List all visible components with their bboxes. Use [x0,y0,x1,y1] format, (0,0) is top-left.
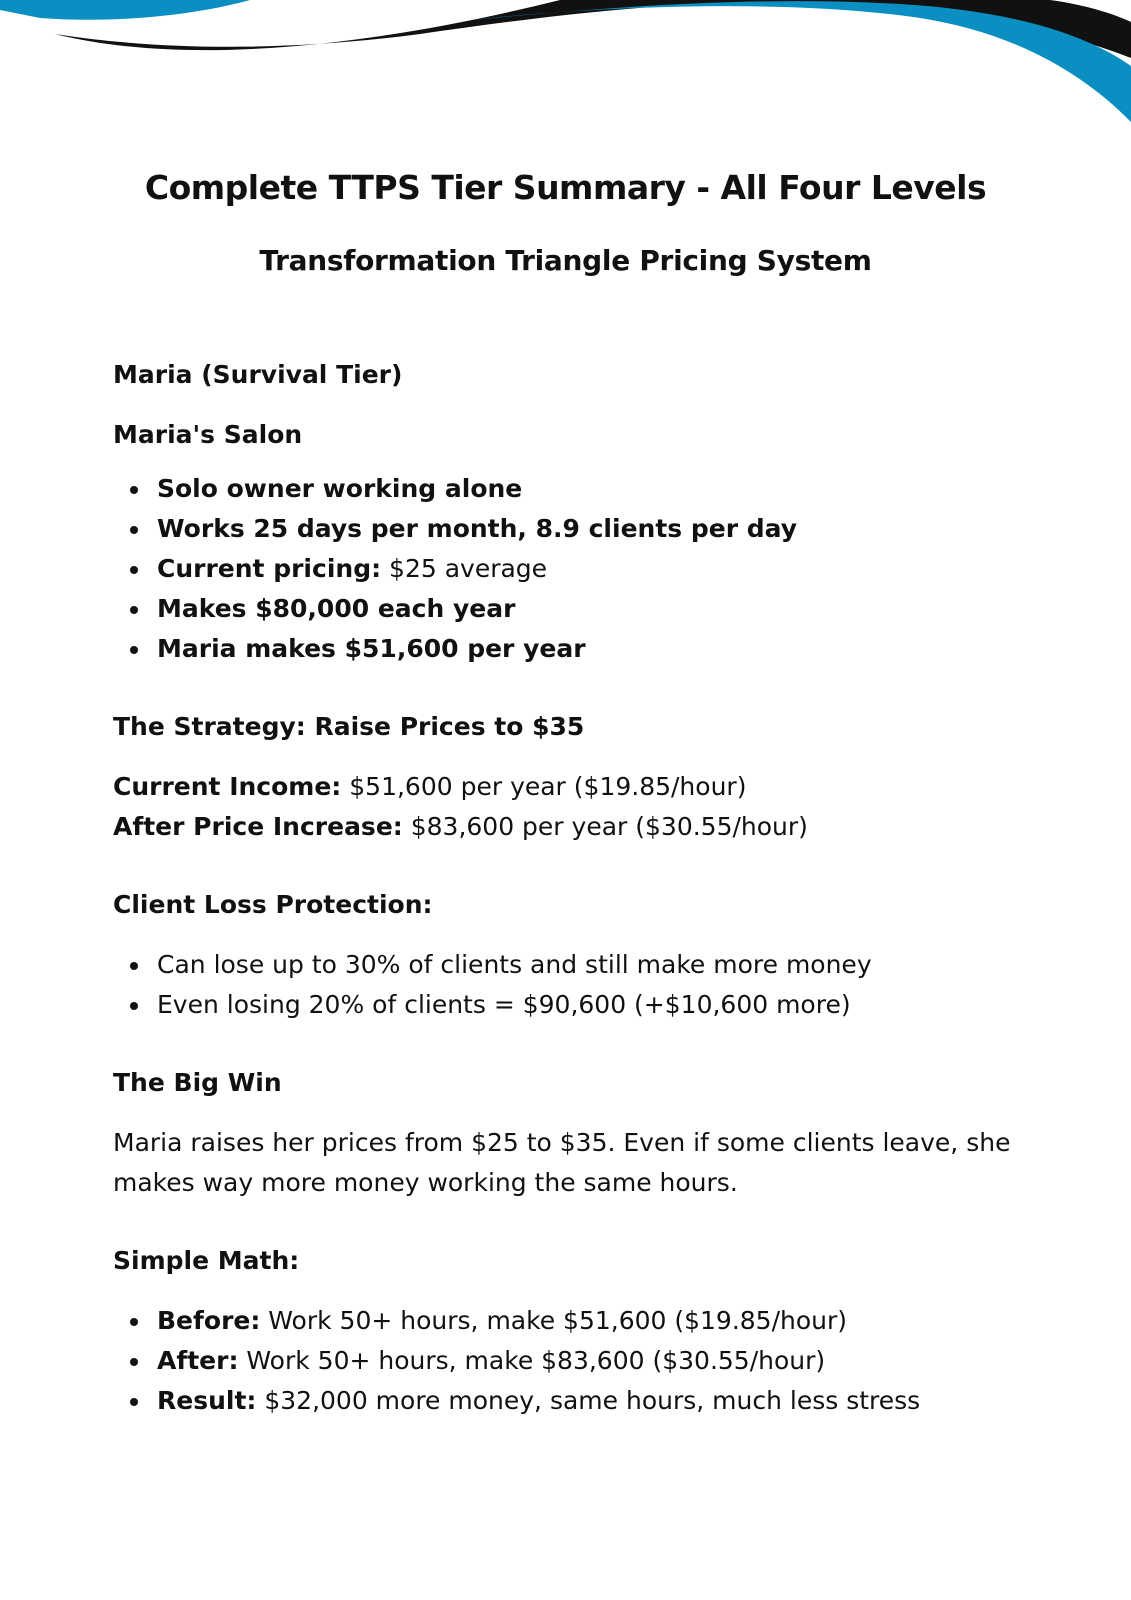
bullet-icon [130,566,138,574]
bullet-icon [130,1002,138,1010]
salon-heading: Maria's Salon [113,420,303,449]
bullet-icon [130,1398,138,1406]
big-win-heading: The Big Win [113,1068,282,1097]
math-list [113,1301,1013,1421]
page-subtitle: Transformation Triangle Pricing System [259,244,872,277]
current-income-line: Current Income: $51,600 per year ($19.85/hour) [113,772,747,801]
list-item: Works 25 days per month, 8.9 clients per day [157,509,1013,549]
page-title: Complete TTPS Tier Summary - All Four Levels [144,168,987,207]
list-item: Current pricing: $25 average [157,549,1013,589]
bullet-icon [130,646,138,654]
bullet-icon [130,526,138,534]
list-item: Before: Work 50+ hours, make $51,600 ($19.85/hour) [157,1301,1013,1341]
bullet-icon [130,1318,138,1326]
strategy-heading: The Strategy: Raise Prices to $35 [113,712,585,741]
list-item: Makes $80,000 each year [157,589,1013,629]
protection-list [113,945,1013,1025]
list-item: Result: $32,000 more money, same hours, much less stress [157,1381,1013,1421]
list-item: Solo owner working alone [157,469,1013,509]
bullet-icon [130,486,138,494]
list-item: Maria makes $51,600 per year [157,629,1013,669]
tier-heading: Maria (Survival Tier) [113,360,403,389]
big-win-paragraph: Maria raises her prices from $25 to $35. Even if some clients leave, she makes way more money working the same hours. [113,1128,1011,1197]
list-item: After: Work 50+ hours, make $83,600 ($30.55/hour) [157,1341,1013,1381]
salon-facts-list [113,469,1013,669]
bullet-icon [130,1358,138,1366]
bullet-icon [130,962,138,970]
after-increase-line: After Price Increase: $83,600 per year ($30.55/hour) [113,812,808,841]
bullet-icon [130,606,138,614]
list-item: Can lose up to 30% of clients and still make more money [157,945,1013,985]
document-body [113,355,1013,1421]
math-heading: Simple Math: [113,1246,300,1275]
protection-heading: Client Loss Protection: [113,890,433,919]
list-item: Even losing 20% of clients = $90,600 (+$10,600 more) [157,985,1013,1025]
